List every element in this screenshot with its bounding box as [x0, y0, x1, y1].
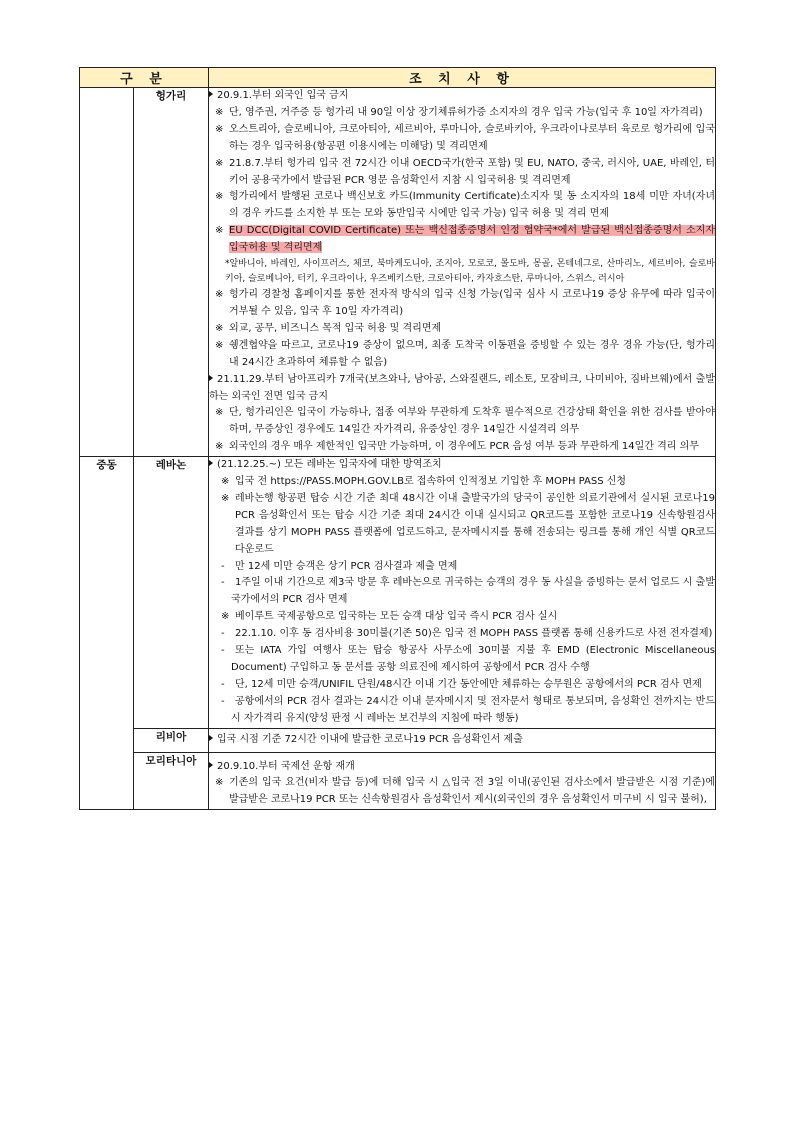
- measure-item: [209, 457, 715, 474]
- measure-text: 쉥겐협약을 따르고, 코로나19 증상이 없으며, 최종 도착국 이동편을 증빙할 수 있는 경우 경유 가능(단, 헝가리 내 24시간 초과하여 체류할 수 없음): [229, 339, 715, 368]
- reference-mark: ※: [215, 339, 224, 351]
- bullet-triangle-icon: [209, 375, 213, 381]
- measure-text: 단, 영주권, 거주증 등 헝가리 내 90일 이상 장기체류허가증 소지자의 경우 입국 가능(입국 후 10일 자가격리): [229, 106, 703, 118]
- measure-text: 단, 헝가리인은 입국이 가능하나, 접종 여부와 무관하게 도착후 필수적으로 건강상태 확인을 위한 검사를 받아야 하며, 무증상인 경우에도 14일간 자가격리, 유증상인 경우 14일간 시설격리 의무: [229, 407, 715, 436]
- reference-mark: ※: [221, 492, 230, 504]
- measure-item: [215, 439, 715, 456]
- measure-text: 만 12세 미만 승객은 상기 PCR 검사결과 제출 면제: [235, 560, 458, 572]
- measure-text: 단, 12세 미만 승객/UNIFIL 단원/48시간 이내 기간 동안에만 체류하는 승무원은 공항에서의 PCR 검사 면제: [235, 678, 702, 690]
- measure-item: [215, 338, 715, 372]
- measure-text: 헝가리 경찰청 홈페이지를 통한 전자적 방식의 입국 신청 가능(입국 심사 시 코로나19 증상 유무에 따라 입국이 거부될 수 있음, 입국 후 10일 자가격리): [229, 289, 715, 317]
- measure-item: [215, 189, 715, 223]
- row-lebanon: [80, 457, 716, 729]
- measure-item: [209, 732, 715, 749]
- dash-mark: -: [221, 577, 225, 589]
- measure-text: 21.8.7.부터 헝가리 입국 전 72시간 이내 OECD국가(한국 포함) 및 EU, NATO, 중국, 러시아, UAE, 바레인, 터키어 공용국가에서 발급된 PCR 영문 음성확인서 지참 시 입국허용 및 격리면제: [229, 157, 715, 186]
- measures-table: [79, 67, 716, 810]
- measure-text: 레바논행 항공편 탑승 시간 기준 최대 48시간 이내 출발국가의 당국이 공인한 의료기관에서 실시된 코로나19 PCR 음성확인서 또는 탑승 시간 기준 최대 24시간 이내 실시되고 QR코드를 포함한 코로나19 신속항원검사 결과를 상기 MOPH PASS 플랫폼에 업로드하고, 문자메시지를 통해 전송되는 링크를 통해 개인 식별 QR코드 다운로드: [235, 492, 715, 555]
- reference-mark: ※: [221, 476, 230, 488]
- measure-item: [209, 88, 715, 105]
- measure-item: [215, 287, 715, 321]
- measure-item: [219, 559, 715, 576]
- dash-mark: -: [221, 678, 225, 690]
- dash-mark: -: [221, 645, 225, 657]
- measure-item: [215, 156, 715, 190]
- country-mauritania: 모리타니아: [134, 752, 209, 810]
- bullet-triangle-icon: [209, 735, 213, 741]
- measure-text: (21.12.25.~) 모든 레바논 입국자에 대한 방역조치: [217, 459, 442, 471]
- measure-item: [215, 321, 715, 338]
- measure-text: 베이루트 국제공항으로 입국하는 모든 승객 대상 입국 즉시 PCR 검사 실시: [235, 611, 558, 623]
- reference-mark: ※: [215, 407, 224, 419]
- measure-item: [215, 122, 715, 156]
- measure-item: [219, 575, 715, 609]
- region-cell-empty: [80, 88, 134, 457]
- reference-mark: ※: [215, 225, 224, 237]
- measure-item: [219, 677, 715, 694]
- reference-mark: ※: [215, 191, 224, 203]
- measure-item: [209, 759, 715, 776]
- bullet-triangle-icon: [209, 762, 213, 768]
- measure-text: 공항에서의 PCR 검사 결과는 24시간 이내 문자메시지 및 전자문서 형태로 통보되며, 음성확인 전까지는 반드시 자가격리 유지(양성 판정 시 레바논 보건부의 지침에 따라 행동): [231, 695, 715, 724]
- measure-text: 기존의 입국 요건(비자 발급 등)에 더해 입국 시 △입국 전 3일 이내(공인된 검사소에서 발급받은 시점 기준)에 발급받은 코로나19 PCR 또는 신속항원검사 음성확인서 제시(외국인의 경우 음성확인서 미구비 시 입국 불허),: [229, 777, 715, 806]
- measure-item: [215, 775, 715, 809]
- dash-mark: -: [221, 628, 225, 640]
- measure-text: EU DCC(Digital COVID Certificate) 또는 백신접종증명서 인정 협약국*에서 발급된 백신접종증명서 소지자 입국허용 및 격리면제: [229, 225, 715, 254]
- measure-item: [221, 474, 715, 491]
- measure-text: 20.9.1.부터 외국인 입국 금지: [217, 90, 349, 101]
- measure-item: [221, 609, 715, 626]
- measure-item: [219, 694, 715, 728]
- measures-lebanon: [209, 457, 716, 729]
- country-hungary: 헝가리: [134, 88, 209, 457]
- measure-item: [215, 105, 715, 122]
- reference-mark: ※: [215, 123, 224, 135]
- measure-item: [215, 257, 715, 287]
- measure-item: [215, 223, 715, 257]
- dash-mark: -: [221, 560, 225, 572]
- measure-text: 또는 IATA 가입 여행사 또는 탑승 항공사 사무소에 30미불 지불 후 EMD (Electronic Miscellaneous Document) 구입하고 동 문서를 공항 의료진에 제시하여 공항에서 PCR 검사 수행: [231, 645, 715, 673]
- region-mideast: 중동: [80, 457, 134, 810]
- row-libya: [80, 728, 716, 752]
- measure-item: [209, 372, 715, 406]
- measures-mauritania: [209, 752, 716, 810]
- measure-text: 입국 전 https://PASS.MOPH.GOV.LB로 접속하여 인적정보 기입한 후 MOPH PASS 신청: [235, 476, 627, 488]
- measure-text: 입국 시점 기준 72시간 이내에 발급한 코로나19 PCR 음성확인서 제출: [217, 733, 523, 745]
- country-lebanon: 레바논: [134, 457, 209, 729]
- measure-text: 외국인의 경우 매우 제한적인 입국만 가능하며, 이 경우에도 PCR 음성 여부 등과 무관하게 14일간 격리 의무: [229, 441, 699, 453]
- row-hungary: [80, 88, 716, 457]
- reference-mark: ※: [215, 777, 224, 789]
- reference-mark: ※: [221, 611, 230, 623]
- measure-text: 21.11.29.부터 남아프리카 7개국(보츠와나, 남아공, 스와질랜드, 레소토, 모잠비크, 나미비아, 짐바브웨)에서 출발하는 외국인 전면 입국 금지: [209, 373, 715, 402]
- measure-text: 22.1.10. 이후 동 검사비용 30미불(기존 50)은 입국 전 MOPH PASS 플랫폼 통해 신용카드로 사전 전자결제): [235, 628, 713, 640]
- header-row: [80, 68, 716, 88]
- measures-libya: [209, 728, 716, 752]
- bullet-triangle-icon: [209, 91, 213, 97]
- row-mauritania: [80, 752, 716, 810]
- reference-mark: ※: [215, 441, 224, 453]
- country-libya: 리비아: [134, 728, 209, 752]
- measure-item: [215, 405, 715, 439]
- bullet-triangle-icon: [209, 460, 213, 466]
- dash-mark: -: [221, 695, 225, 707]
- measure-text: 오스트리아, 슬로베니아, 크로아티아, 세르비아, 루마니아, 슬로바키아, 우크라이나로부터 육로로 헝가리에 입국하는 경우 입국허용(항공편 이용시에는 미해당) 및 격리면제: [229, 123, 715, 152]
- reference-mark: ※: [215, 322, 224, 334]
- reference-mark: ※: [215, 157, 224, 169]
- measure-item: [221, 491, 715, 559]
- measure-text: 헝가리에서 발행된 코로나 백신보호 카드(Immunity Certificate)소지자 및 동 소지자의 18세 미만 자녀(자녀의 경우 카드를 소지한 부 또는 모와 동반입국 시에만 입국 가능) 입국 허용 및 격리 면제: [229, 191, 715, 220]
- reference-mark: ※: [215, 289, 224, 301]
- measure-text: 외교, 공무, 비즈니스 목적 입국 허용 및 격리면제: [229, 322, 442, 334]
- measures-hungary: [209, 88, 716, 457]
- reference-mark: ※: [215, 106, 224, 118]
- measure-text: 1주일 이내 기간으로 제3국 방문 후 레바논으로 귀국하는 승객의 경우 동 사실을 증빙하는 문서 업로드 시 출발국가에서의 PCR 검사 면제: [231, 577, 715, 606]
- measure-item: [219, 626, 715, 643]
- measure-text: 20.9.10.부터 국제선 운항 재개: [217, 760, 355, 772]
- measure-item: [219, 643, 715, 677]
- header-region: 구 분: [80, 68, 209, 88]
- header-measures: 조 치 사 항: [209, 68, 716, 88]
- measure-text: *알바니아, 바레인, 사이프러스, 체코, 북마케도니아, 조지아, 모로코, 몰도바, 몽골, 몬테네그로, 산마리노, 세르비아, 슬로바키아, 슬로베니아, 터키, 우크라이나, 우즈베키스탄, 크로아티아, 카자흐스탄, 루마니아, 스위스, 러시아: [225, 259, 715, 285]
